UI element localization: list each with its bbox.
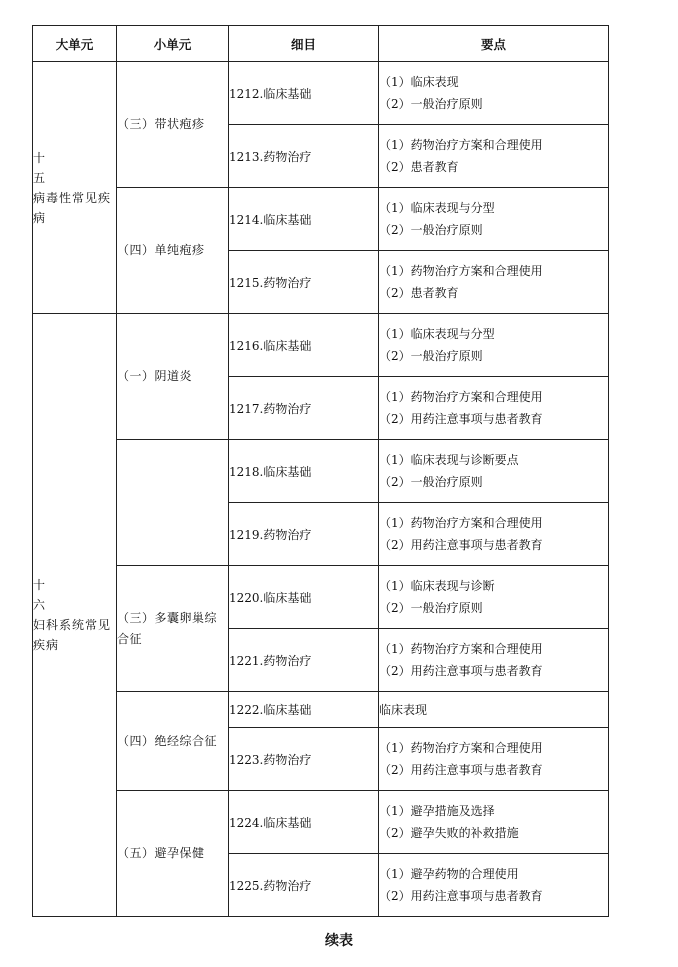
points-cell [379,728,609,791]
points-cell [379,188,609,251]
point-item: （2）一般治疗原则 [379,223,483,237]
points-cell [379,629,609,692]
point-item: （1）药物治疗方案和合理使用 [379,642,543,656]
big-unit-label: 十 五 病毒性常见疾病 [33,150,112,225]
detail-cell: 1215.药物治疗 [229,251,379,314]
point-item: （2）患者教育 [379,286,459,300]
detail-cell: 1221.药物治疗 [229,629,379,692]
table-row [33,566,609,629]
point-item: （2）一般治疗原则 [379,97,483,111]
detail-cell: 1222.临床基础 [229,692,379,728]
point-item: （1）避孕措施及选择 [379,804,495,818]
detail-cell: 1223.药物治疗 [229,728,379,791]
point-item: （2）用药注意事项与患者教育 [379,412,543,426]
points-cell [379,692,609,728]
syllabus-table [32,25,609,917]
detail-cell: 1224.临床基础 [229,791,379,854]
big-unit-label: 十 六 妇科系统常见疾病 [33,578,112,652]
continued-label: 续表 [325,933,353,949]
points-cell [379,440,609,503]
point-item: （1）药物治疗方案和合理使用 [379,390,543,404]
detail-cell: 1213.药物治疗 [229,125,379,188]
detail-cell: 1214.临床基础 [229,188,379,251]
point-item: （1）药物治疗方案和合理使用 [379,264,543,278]
point-item: （1）药物治疗方案和合理使用 [379,516,543,530]
point-item: （2）患者教育 [379,160,459,174]
point-item: （1）临床表现与诊断 [379,579,495,593]
point-item: （2）一般治疗原则 [379,601,483,615]
points-cell [379,791,609,854]
table-row [33,314,609,377]
small-unit-label: （四）单纯疱疹 [117,243,205,257]
point-item: （1）临床表现与分型 [379,201,495,215]
point-item: （2）用药注意事项与患者教育 [379,538,543,552]
point-item: （1）药物治疗方案和合理使用 [379,741,543,755]
small-unit-cell [117,62,229,188]
point-item: 临床表现 [379,702,428,717]
points-cell [379,377,609,440]
points-cell [379,503,609,566]
table-row [33,692,609,728]
small-unit-label: （四）绝经综合征 [117,733,218,748]
header-points: 要点 [379,26,609,62]
detail-cell: 1220.临床基础 [229,566,379,629]
detail-cell: 1218.临床基础 [229,440,379,503]
points-cell [379,566,609,629]
detail-cell: 1216.临床基础 [229,314,379,377]
small-unit-cell [117,440,229,566]
small-unit-label: （五）避孕保健 [117,846,205,860]
point-item: （2）一般治疗原则 [379,475,483,489]
point-item: （1）临床表现与分型 [379,327,495,341]
table-row [33,440,609,503]
small-unit-cell [117,314,229,440]
point-item: （1）临床表现与诊断要点 [379,453,519,467]
points-cell [379,314,609,377]
point-item: （2）一般治疗原则 [379,349,483,363]
detail-cell: 1219.药物治疗 [229,503,379,566]
point-item: （2）用药注意事项与患者教育 [379,889,543,903]
point-item: （2）避孕失败的补救措施 [379,826,519,840]
table-body [33,62,609,917]
small-unit-cell [117,692,229,791]
header-row [33,26,609,62]
big-unit-cell [33,314,117,917]
header-detail: 细目 [229,26,379,62]
big-unit-cell [33,62,117,314]
points-cell [379,125,609,188]
small-unit-cell [117,566,229,692]
detail-cell: 1225.药物治疗 [229,854,379,917]
small-unit-cell [117,188,229,314]
points-cell [379,251,609,314]
point-item: （2）用药注意事项与患者教育 [379,763,543,777]
header-big-unit: 大单元 [33,26,117,62]
point-item: （2）用药注意事项与患者教育 [379,664,543,678]
header-small-unit: 小单元 [117,26,229,62]
small-unit-cell [117,791,229,917]
points-cell [379,62,609,125]
points-cell [379,854,609,917]
small-unit-label: （三）多囊卵巢综合征 [117,610,218,646]
small-unit-label: （一）阴道炎 [117,369,193,383]
point-item: （1）药物治疗方案和合理使用 [379,138,543,152]
table-row [33,188,609,251]
point-item: （1）避孕药物的合理使用 [379,867,519,881]
table-row [33,62,609,125]
table-row [33,791,609,854]
point-item: （1）临床表现 [379,75,459,89]
detail-cell: 1217.药物治疗 [229,377,379,440]
detail-cell: 1212.临床基础 [229,62,379,125]
small-unit-label: （三）带状疱疹 [117,117,205,131]
